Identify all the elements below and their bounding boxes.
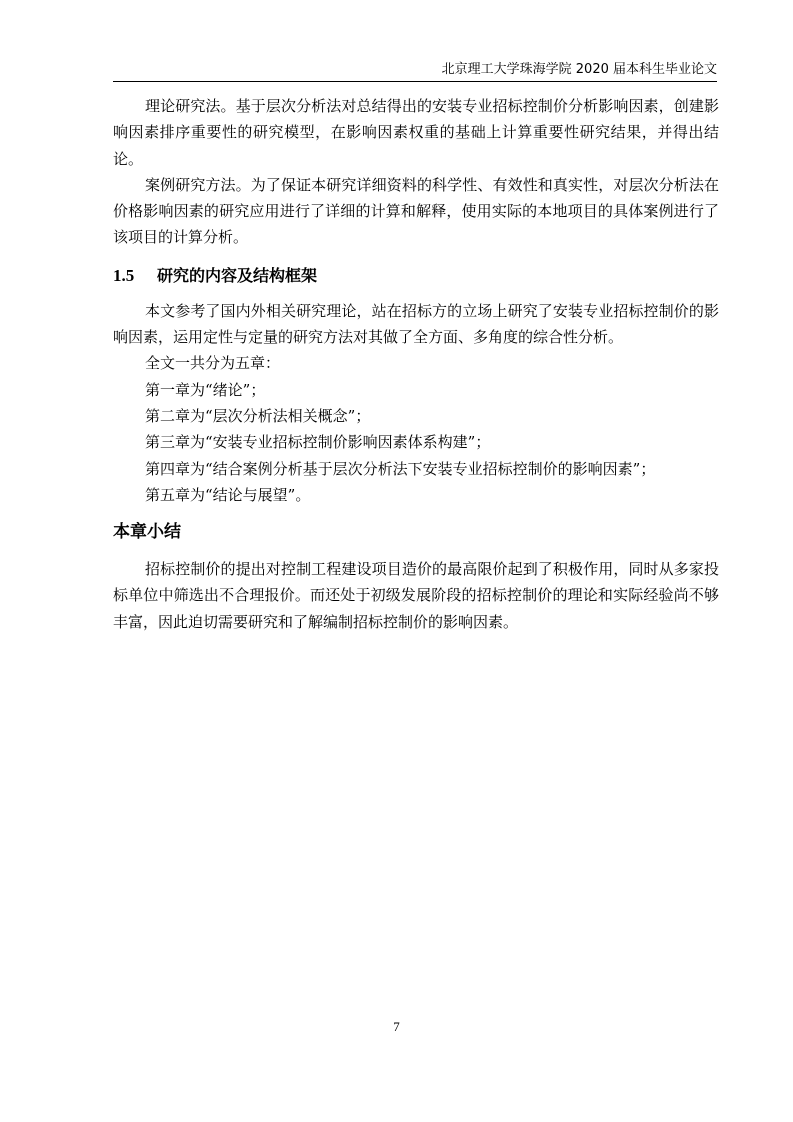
section-intro: 本文参考了国内外相关研究理论，站在招标方的立场上研究了安装专业招标控制价的影响因素，运用定性与定量的研究方法对其做了全方面、多角度的综合性分析。: [113, 301, 719, 347]
chapter-item: 第二章为“层次分析法相关概念”；: [145, 406, 371, 425]
section-heading: [113, 262, 719, 290]
paragraph-theory-method: 理论研究法。基于层次分析法对总结得出的安装专业招标控制价分析影响因素，创建影响因素排序重要性的研究模型，在影响因素权重的基础上计算重要性研究结果，并得出结论。: [113, 97, 719, 168]
summary-text: 招标控制价的提出对控制工程建设项目造价的最高限价起到了积极作用，同时从多家投标单位中筛选出不合理报价。而还处于初级发展阶段的招标控制价的理论和实际经验尚不够丰富，因此迫切需要研究和了解编制招标控制价的影响因素。: [113, 560, 719, 631]
page-body: [113, 93, 719, 635]
chapter-overview: 全文一共分为五章：: [145, 354, 281, 373]
chapter-item: 第一章为“绪论”；: [145, 380, 266, 399]
chapter-item: 第五章为“结论与展望”。: [145, 485, 311, 504]
chapter-item: 第三章为“安装专业招标控制价影响因素体系构建”；: [145, 433, 491, 452]
paragraph-case-method: 案例研究方法。为了保证本研究详细资料的科学性、有效性和真实性，对层次分析法在价格影响因素的研究应用进行了详细的计算和解释，使用实际的本地项目的具体案例进行了该项目的计算分析。: [113, 175, 719, 247]
page-header: [113, 56, 717, 82]
section-number: 1.5: [113, 265, 135, 285]
chapter-item: 第四章为“结合案例分析基于层次分析法下安装专业招标控制价的影响因素”；: [145, 459, 656, 478]
summary-heading: 本章小结: [113, 522, 181, 543]
page-number: 7: [393, 1019, 400, 1034]
header-title: 北京理工大学珠海学院 2020 届本科生毕业论文: [441, 62, 717, 77]
section-title: 研究的内容及结构框架: [157, 265, 318, 285]
